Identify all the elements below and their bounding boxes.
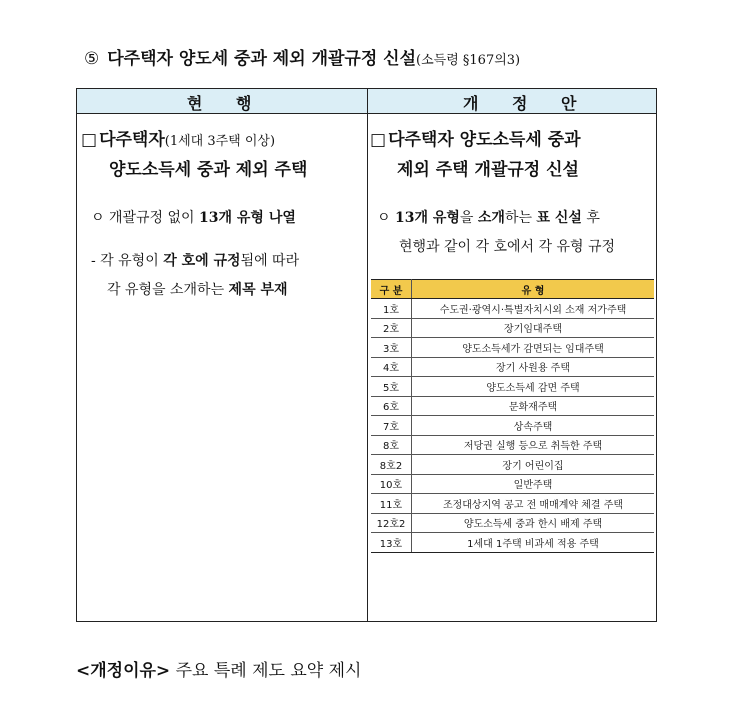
table-row: 5호 양도소득세 감면 주택 — [371, 377, 654, 397]
legal-reference: (소득령 §167의3) — [416, 53, 521, 68]
table-row: 2호 장기임대주택 — [371, 318, 654, 338]
checkbox-square-icon: □ — [81, 130, 98, 150]
column-divider — [367, 89, 368, 621]
table-row: 8호 저당권 실행 등으로 취득한 주택 — [371, 435, 654, 455]
current-dash-item-line2: 각 유형을 소개하는 제목 부재 — [107, 282, 288, 298]
type-table-header — [371, 280, 654, 299]
table-row: 1호 수도권·광역시·특별자치시외 소재 저가주택 — [371, 299, 654, 319]
revision-reason-label: <개정이유> — [76, 661, 171, 681]
revision-reason — [76, 656, 361, 681]
col-header-type: 유 형 — [412, 280, 655, 299]
revised-bullet: ㅇ 13개 유형을 소개하는 표 신설 후 — [377, 210, 600, 226]
comparison-table — [76, 88, 657, 622]
table-row: 7호 상속주택 — [371, 416, 654, 436]
checkbox-square-icon: □ — [370, 130, 387, 150]
section-title — [84, 44, 520, 69]
revised-heading: □ 다주택자 양도소득세 중과 — [370, 130, 581, 150]
table-row: 4호 장기 사원용 주택 — [371, 357, 654, 377]
current-bullet: ㅇ 개괄규정 없이 13개 유형 나열 — [91, 210, 296, 226]
table-row: 11호 조정대상지역 공고 전 매매계약 체결 주택 — [371, 494, 654, 514]
header-revised: 개 정 안 — [463, 94, 591, 113]
table-row: 12호2 양도소득세 중과 한시 배제 주택 — [371, 513, 654, 533]
revised-bullet-line2: 현행과 같이 각 호에서 각 유형 규정 — [399, 239, 616, 255]
revised-heading-line2: 제외 주택 개괄규정 신설 — [397, 160, 579, 180]
current-heading-line2: 양도소득세 중과 제외 주택 — [109, 160, 308, 180]
table-row: 8호2 장기 어린이집 — [371, 455, 654, 475]
section-marker: ⑤ — [84, 49, 100, 69]
current-heading: □ 다주택자(1세대 3주택 이상) — [81, 130, 276, 150]
section-title-text: 다주택자 양도세 중과 제외 개괄규정 신설 — [107, 49, 417, 69]
current-dash-item: - 각 유형이 각 호에 규정됨에 따라 — [91, 253, 300, 269]
revision-reason-text: 주요 특례 제도 요약 제시 — [175, 661, 362, 681]
header-current: 현 행 — [187, 94, 266, 113]
table-row: 6호 문화재주택 — [371, 396, 654, 416]
table-row: 10호 일반주택 — [371, 474, 654, 494]
table-row: 13호 1세대 1주택 비과세 적용 주택 — [371, 533, 654, 553]
table-row: 3호 양도소득세가 감면되는 임대주택 — [371, 338, 654, 358]
col-header-no: 구 분 — [371, 280, 412, 299]
housing-type-table — [371, 279, 654, 553]
